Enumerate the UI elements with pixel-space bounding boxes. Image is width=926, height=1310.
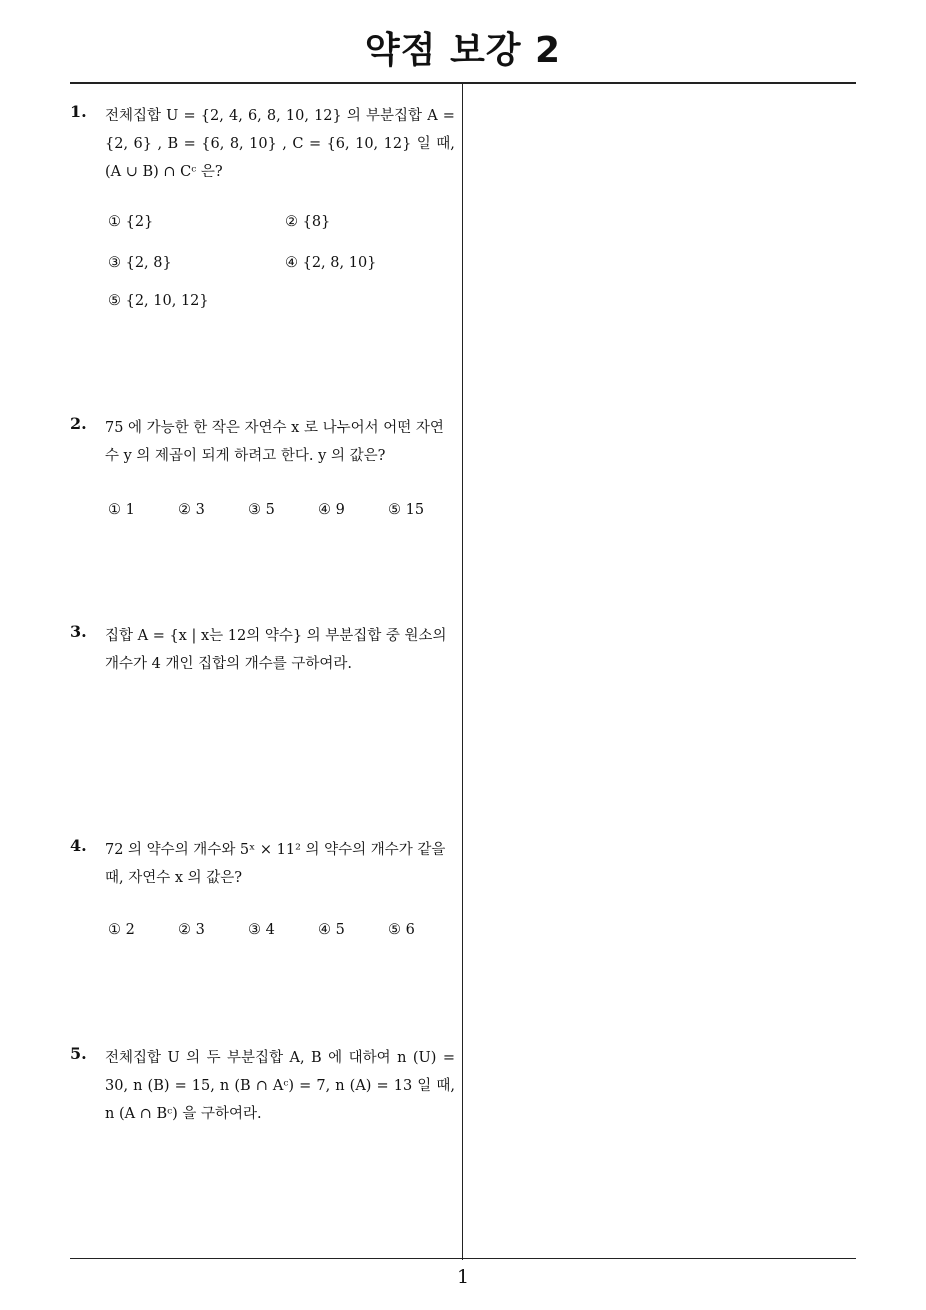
- problem-number: 5.: [70, 1044, 87, 1063]
- page-number: 1: [456, 1266, 470, 1288]
- problem-number: 4.: [70, 836, 87, 855]
- choice-1[interactable]: ① 1: [108, 502, 135, 518]
- choice-3[interactable]: ③ 4: [248, 922, 275, 938]
- choice-3[interactable]: ③ 5: [248, 502, 275, 518]
- problem-line: 집합 A = {x | x는 12의 약수} 의 부분집합 중 원소의: [105, 628, 447, 644]
- problem-number: 3.: [70, 622, 87, 641]
- choice-5[interactable]: ⑤ {2, 10, 12}: [108, 293, 209, 309]
- problem-line: 전체집합 U 의 두 부분집합 A, B 에 대하여 n (U) =: [105, 1050, 455, 1066]
- problem-line: 수 y 의 제곱이 되게 하려고 한다. y 의 값은?: [105, 448, 386, 464]
- footer-rule: [70, 1258, 856, 1259]
- problem-line: {2, 6} , B = {6, 8, 10} , C = {6, 10, 12} 일 때,: [105, 136, 455, 152]
- choice-4[interactable]: ④ 9: [318, 502, 345, 518]
- choice-5[interactable]: ⑤ 6: [388, 922, 415, 938]
- choice-4[interactable]: ④ 5: [318, 922, 345, 938]
- problem-text: [105, 836, 455, 892]
- header-rule: [70, 82, 856, 84]
- choice-2[interactable]: ② 3: [178, 502, 205, 518]
- choice-2[interactable]: ② 3: [178, 922, 205, 938]
- problem-text: [105, 102, 455, 186]
- problem-number: 2.: [70, 414, 87, 433]
- problem-number: 1.: [70, 102, 87, 121]
- problem-text: [105, 414, 455, 470]
- choice-1[interactable]: ① 2: [108, 922, 135, 938]
- choice-5[interactable]: ⑤ 15: [388, 502, 425, 518]
- problem-line: 때, 자연수 x 의 값은?: [105, 870, 243, 886]
- page-title: 약점 보강 2: [364, 30, 562, 71]
- column-divider: [462, 83, 463, 1260]
- choice-2[interactable]: ② {8}: [285, 214, 331, 230]
- problem-line: 72 의 약수의 개수와 5ˣ × 11² 의 약수의 개수가 같을: [105, 842, 446, 858]
- problem-text: [105, 1044, 455, 1128]
- problem-text: [105, 622, 455, 678]
- choice-1[interactable]: ① {2}: [108, 214, 154, 230]
- problem-line: 75 에 가능한 한 작은 자연수 x 로 나누어서 어떤 자연: [105, 420, 444, 436]
- problem-line: 30, n (B) = 15, n (B ∩ Aᶜ) = 7, n (A) = 13 일 때,: [105, 1078, 455, 1094]
- problem-line: 전체집합 U = {2, 4, 6, 8, 10, 12} 의 부분집합 A =: [105, 108, 455, 124]
- problem-line: 개수가 4 개인 집합의 개수를 구하여라.: [105, 656, 352, 672]
- problem-line: n (A ∩ Bᶜ) 을 구하여라.: [105, 1106, 262, 1122]
- choice-3[interactable]: ③ {2, 8}: [108, 255, 172, 271]
- problem-line: (A ∪ B) ∩ Cᶜ 은?: [105, 164, 223, 180]
- choice-4[interactable]: ④ {2, 8, 10}: [285, 255, 377, 271]
